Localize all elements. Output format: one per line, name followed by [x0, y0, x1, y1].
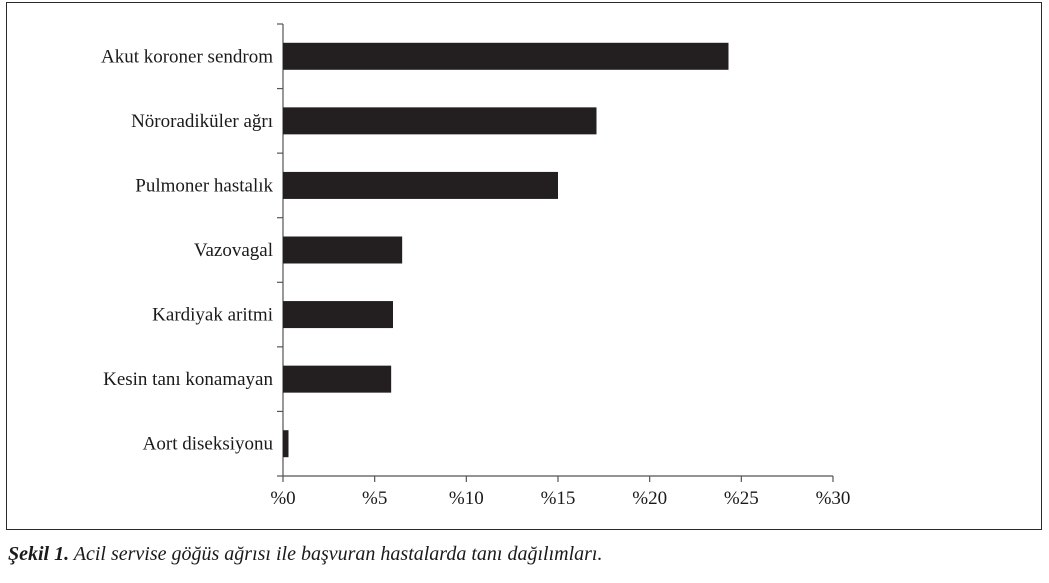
- x-tick-label: %30: [815, 488, 851, 509]
- category-label: Aort diseksiyonu: [142, 433, 273, 455]
- category-label: Vazovagal: [193, 240, 273, 261]
- x-tick-label: %15: [540, 488, 576, 509]
- x-tick-label: %25: [723, 488, 759, 509]
- category-label: Kesin tanı konamayan: [103, 369, 273, 391]
- x-tick-label: %0: [270, 488, 296, 509]
- bar: [283, 237, 402, 264]
- caption-text: Acil servise göğüs ağrısı ile başvuran hastalarda tanı dağılımları.: [69, 543, 603, 565]
- x-tick-label: %10: [448, 488, 484, 509]
- chart-bars: [283, 43, 729, 457]
- bar: [283, 366, 391, 393]
- x-tick-labels: [270, 488, 850, 509]
- category-label: Akut koroner sendrom: [100, 46, 273, 68]
- x-tick-label: %20: [632, 488, 668, 509]
- x-tick-label: %5: [362, 488, 388, 509]
- bar: [283, 43, 729, 70]
- caption-lead: Şekil 1.: [8, 543, 70, 565]
- category-label: Kardiyak aritmi: [152, 304, 273, 326]
- bar: [283, 172, 558, 199]
- category-label: Nöroradiküler ağrı: [131, 110, 273, 132]
- figure-caption: [8, 543, 602, 566]
- category-label: Pulmoner hastalık: [135, 175, 273, 197]
- bar: [283, 301, 393, 328]
- category-labels: [101, 46, 274, 454]
- bar: [283, 430, 289, 457]
- bar: [283, 107, 597, 134]
